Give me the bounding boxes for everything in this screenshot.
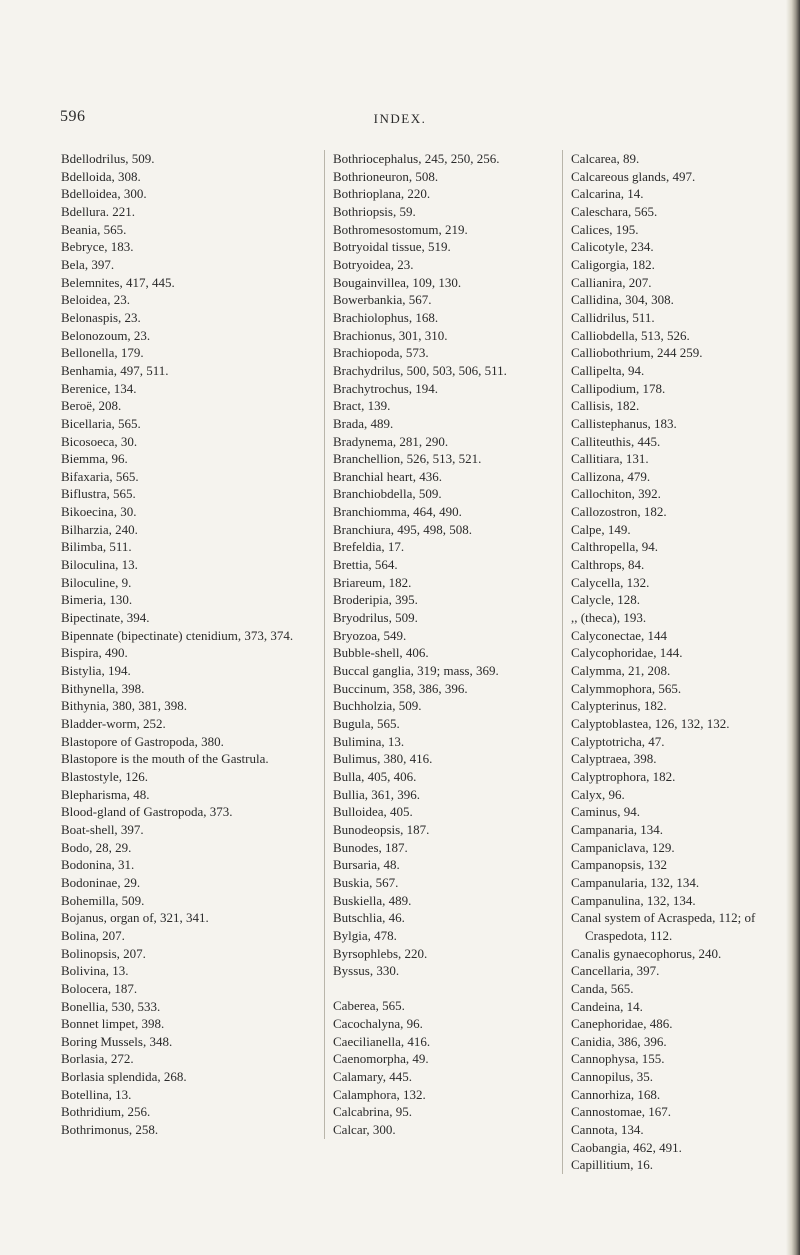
index-entry: Bodoninae, 29. — [61, 874, 141, 890]
index-entry: Callipodium, 178. — [571, 380, 666, 396]
index-entry: Calymmophora, 565. — [571, 680, 682, 696]
index-entry: Branchellion, 526, 513, 521. — [333, 451, 482, 467]
index-entry: Brada, 489. — [333, 415, 394, 431]
index-entry: Callitiara, 131. — [571, 451, 649, 467]
index-entry: Brachydrilus, 500, 503, 506, 511. — [333, 362, 507, 378]
index-entry: Branchiobdella, 509. — [333, 486, 442, 502]
index-entry: Cacochalyna, 96. — [333, 1016, 423, 1032]
index-entry: Callidrilus, 511. — [571, 309, 655, 325]
index-entry: Caleschara, 565. — [571, 203, 658, 219]
index-entry: Branchial heart, 436. — [333, 468, 443, 484]
index-column-1 — [61, 150, 311, 1139]
index-entry: Calamary, 445. — [333, 1069, 412, 1085]
index-entry: Bellonella, 179. — [61, 345, 144, 361]
index-entry: Bothriopsis, 59. — [333, 203, 416, 219]
index-entry: Bithynella, 398. — [61, 680, 145, 696]
section-gap — [333, 980, 563, 998]
index-entry: Blastostyle, 126. — [61, 768, 149, 784]
index-entry: Bdelloidea, 300. — [61, 186, 147, 202]
index-entry: Bulloidea, 405. — [333, 804, 413, 820]
index-entry: Caenomorpha, 49. — [333, 1051, 429, 1067]
index-entry: Bdellura. 221. — [61, 203, 136, 219]
index-entry: Biflustra, 565. — [61, 486, 136, 502]
index-entry: Bdelloida, 308. — [61, 168, 141, 184]
index-entry: Bulla, 405, 406. — [333, 768, 417, 784]
index-entry: Bothrioneuron, 508. — [333, 168, 439, 184]
index-entry: Bulimus, 380, 416. — [333, 751, 433, 767]
index-entry: Bistylia, 194. — [61, 663, 131, 679]
index-entry: Bicosoeca, 30. — [61, 433, 138, 449]
index-entry: Calymma, 21, 208. — [571, 663, 671, 679]
index-entry: Bunodeopsis, 187. — [333, 821, 430, 837]
index-entry: Bimeria, 130. — [61, 592, 133, 608]
index-entry: Capillitium, 16. — [571, 1157, 653, 1173]
index-entry: Candeina, 14. — [571, 998, 643, 1014]
index-entry: Calycle, 128. — [571, 592, 640, 608]
index-entry: Bryozoa, 549. — [333, 627, 407, 643]
index-entry: Bojanus, organ of, 321, 341. — [61, 910, 209, 926]
index-entry: Caligorgia, 182. — [571, 256, 655, 272]
index-entry: Beloidea, 23. — [61, 292, 130, 308]
index-entry: Calthrops, 84. — [571, 557, 645, 573]
index-entry: Cannorhiza, 168. — [571, 1086, 661, 1102]
index-entry: Bicellaria, 565. — [61, 415, 141, 431]
index-entry: Brachiolophus, 168. — [333, 309, 439, 325]
index-entry: Canal system of Acraspeda, 112; of Craspedota, 112. — [571, 910, 756, 943]
index-entry: Borlasia splendida, 268. — [61, 1069, 187, 1085]
index-entry: Campanaria, 134. — [571, 821, 664, 837]
index-entry: Biloculine, 9. — [61, 574, 132, 590]
index-entry: Buskiella, 489. — [333, 892, 412, 908]
index-entry: Canalis gynaecophorus, 240. — [571, 945, 722, 961]
index-entry: Bebryce, 183. — [61, 239, 134, 255]
index-entry: Boat-shell, 397. — [61, 821, 144, 837]
index-entry: Briareum, 182. — [333, 574, 412, 590]
index-entry: Botellina, 13. — [61, 1086, 132, 1102]
index-entry: Bela, 397. — [61, 256, 115, 272]
index-entry: Calyptotricha, 47. — [571, 733, 665, 749]
index-entry: Broderipia, 395. — [333, 592, 418, 608]
index-entry: Cannostomae, 167. — [571, 1104, 672, 1120]
index-entry: Buccal ganglia, 319; mass, 369. — [333, 663, 499, 679]
index-entry: Bolina, 207. — [61, 927, 125, 943]
index-entry: Campanopsis, 132 — [571, 857, 668, 873]
index-entry: Byrsophlebs, 220. — [333, 945, 428, 961]
index-entry: Bonnet limpet, 398. — [61, 1016, 165, 1032]
index-entry: Campaniclava, 129. — [571, 839, 675, 855]
index-entry: Brettia, 564. — [333, 557, 398, 573]
index-entry: Biloculina, 13. — [61, 557, 138, 573]
index-entry: Caberea, 565. — [333, 998, 405, 1014]
index-entry: Bithynia, 380, 381, 398. — [61, 698, 188, 714]
index-entry: ,, (theca), 193. — [571, 610, 647, 626]
index-entry: Belemnites, 417, 445. — [61, 274, 175, 290]
index-entry: Bolinopsis, 207. — [61, 945, 146, 961]
index-entry: Bursaria, 48. — [333, 857, 400, 873]
index-entry: Berenice, 134. — [61, 380, 137, 396]
index-entry: Bothridium, 256. — [61, 1104, 151, 1120]
index-entry: Calcar, 300. — [333, 1122, 396, 1138]
index-entry: Benhamia, 497, 511. — [61, 362, 169, 378]
index-entry: Caobangia, 462, 491. — [571, 1139, 682, 1155]
index-entry: Bothromesostomum, 219. — [333, 221, 468, 237]
index-entry: Calices, 195. — [571, 221, 639, 237]
index-entry: Calcarina, 14. — [571, 186, 644, 202]
index-entry: Calyptrophora, 182. — [571, 768, 676, 784]
index-entry: Branchiomma, 464, 490. — [333, 504, 462, 520]
index-entry: Branchiura, 495, 498, 508. — [333, 521, 473, 537]
index-entry: Bolocera, 187. — [61, 980, 138, 996]
index-entry: Bryodrilus, 509. — [333, 610, 418, 626]
index-entry: Calyconectae, 144 — [571, 627, 668, 643]
index-entry: Bilimba, 511. — [61, 539, 132, 555]
index-entry: Brachionus, 301, 310. — [333, 327, 448, 343]
running-head: INDEX. — [373, 111, 427, 126]
index-entry: Calicotyle, 234. — [571, 239, 654, 255]
index-entry: Bunodes, 187. — [333, 839, 408, 855]
index-entry: Buccinum, 358, 386, 396. — [333, 680, 468, 696]
index-entry: Buskia, 567. — [333, 874, 399, 890]
index-entry: Brachytrochus, 194. — [333, 380, 439, 396]
index-entry: Bipectinate, 394. — [61, 610, 150, 626]
index-entry: Buchholzia, 509. — [333, 698, 422, 714]
index-entry: Calycophoridae, 144. — [571, 645, 683, 661]
index-entry: Bonellia, 530, 533. — [61, 998, 161, 1014]
index-entry: Callozostron, 182. — [571, 504, 667, 520]
index-entry: Calthropella, 94. — [571, 539, 659, 555]
index-entry: Bikoecina, 30. — [61, 504, 137, 520]
index-entry: Bothrimonus, 258. — [61, 1122, 159, 1138]
index-entry: Cannota, 134. — [571, 1122, 644, 1138]
index-entry: Biemma, 96. — [61, 451, 128, 467]
index-entry: Calcarea, 89. — [571, 151, 640, 166]
index-entry: Caecilianella, 416. — [333, 1033, 431, 1049]
index-entry: Campanulina, 132, 134. — [571, 892, 696, 908]
index-entry: Blood-gland of Gastropoda, 373. — [61, 804, 233, 820]
index-entry: Belonaspis, 23. — [61, 309, 141, 325]
index-entry: Callizona, 479. — [571, 468, 651, 484]
index-entry: Cancellaria, 397. — [571, 963, 660, 979]
index-column-3 — [562, 150, 771, 1174]
index-entry: Bilharzia, 240. — [61, 521, 138, 537]
index-entry: Bothriocephalus, 245, 250, 256. — [333, 151, 500, 166]
index-entry: Callisis, 182. — [571, 398, 640, 414]
page-number: 596 — [60, 108, 86, 125]
index-entry: Callistephanus, 183. — [571, 415, 677, 431]
index-entry: Bodo, 28, 29. — [61, 839, 132, 855]
index-entry: Bladder-worm, 252. — [61, 716, 166, 731]
index-entry: Butschlia, 46. — [333, 910, 405, 926]
index-entry: Bougainvillea, 109, 130. — [333, 274, 462, 290]
index-entry: Bothrioplana, 220. — [333, 186, 431, 202]
index-entry: Calliobdella, 513, 526. — [571, 327, 690, 343]
index-entry: Bodonina, 31. — [61, 857, 135, 873]
index-entry: Calcabrina, 95. — [333, 1104, 413, 1120]
index-entry: Calypterinus, 182. — [571, 698, 667, 714]
index-entry: Calyptoblastea, 126, 132, 132. — [571, 716, 730, 731]
index-entry: Callochiton, 392. — [571, 486, 661, 502]
index-entry: Calyx, 96. — [571, 786, 625, 802]
index-entry: Brachiopoda, 573. — [333, 345, 429, 361]
index-entry: Caminus, 94. — [571, 804, 640, 820]
index-column-2 — [324, 150, 563, 1139]
index-entry: Callidina, 304, 308. — [571, 292, 674, 308]
index-entry: Blastopore is the mouth of the Gastrula. — [61, 751, 269, 767]
index-entry: Campanularia, 132, 134. — [571, 874, 700, 890]
index-entry: Bolivina, 13. — [61, 963, 129, 979]
index-entry: Bullia, 361, 396. — [333, 786, 421, 802]
index-entry: Bylgia, 478. — [333, 927, 397, 943]
index-entry: Byssus, 330. — [333, 963, 400, 979]
index-entry: Bract, 139. — [333, 398, 391, 414]
page-edge — [786, 0, 800, 1255]
index-entry: Beania, 565. — [61, 221, 127, 237]
index-entry: Callipelta, 94. — [571, 362, 645, 378]
index-entry: Brefeldia, 17. — [333, 539, 405, 555]
index-entry: Bradynema, 281, 290. — [333, 433, 449, 449]
index-entry: Canephoridae, 486. — [571, 1016, 673, 1032]
index-entry: Calpe, 149. — [571, 521, 631, 537]
index-entry: Bowerbankia, 567. — [333, 292, 432, 308]
index-entry: Bipennate (bipectinate) ctenidium, 373, 374. — [61, 627, 294, 643]
index-entry: Calyptraea, 398. — [571, 751, 657, 767]
index-entry: Bubble-shell, 406. — [333, 645, 429, 661]
index-entry: Borlasia, 272. — [61, 1051, 134, 1067]
index-entry: Cannophysa, 155. — [571, 1051, 665, 1067]
index-entry: Bifaxaria, 565. — [61, 468, 139, 484]
index-entry: Bugula, 565. — [333, 716, 400, 731]
index-entry: Bdellodrilus, 509. — [61, 151, 155, 166]
index-entry: Calycella, 132. — [571, 574, 650, 590]
index-entry: Bulimina, 13. — [333, 733, 405, 749]
index-entry: Canidia, 386, 396. — [571, 1033, 667, 1049]
index-entry: Calliteuthis, 445. — [571, 433, 661, 449]
index-entry: Blepharisma, 48. — [61, 786, 150, 802]
index-entry: Calcareous glands, 497. — [571, 168, 696, 184]
index-entry: Botryoidea, 23. — [333, 256, 414, 272]
index-entry: Bohemilla, 509. — [61, 892, 145, 908]
index-entry: Calliobothrium, 244 259. — [571, 345, 703, 361]
index-entry: Canda, 565. — [571, 980, 634, 996]
index-entry: Boring Mussels, 348. — [61, 1033, 173, 1049]
index-entry: Beroë, 208. — [61, 398, 122, 414]
index-entry: Belonozoum, 23. — [61, 327, 151, 343]
index-entry: Calamphora, 132. — [333, 1086, 426, 1102]
index-entry: Bispira, 490. — [61, 645, 128, 661]
index-entry: Blastopore of Gastropoda, 380. — [61, 733, 224, 749]
index-entry: Cannopilus, 35. — [571, 1069, 653, 1085]
index-entry: Botryoidal tissue, 519. — [333, 239, 451, 255]
index-entry: Callianira, 207. — [571, 274, 652, 290]
